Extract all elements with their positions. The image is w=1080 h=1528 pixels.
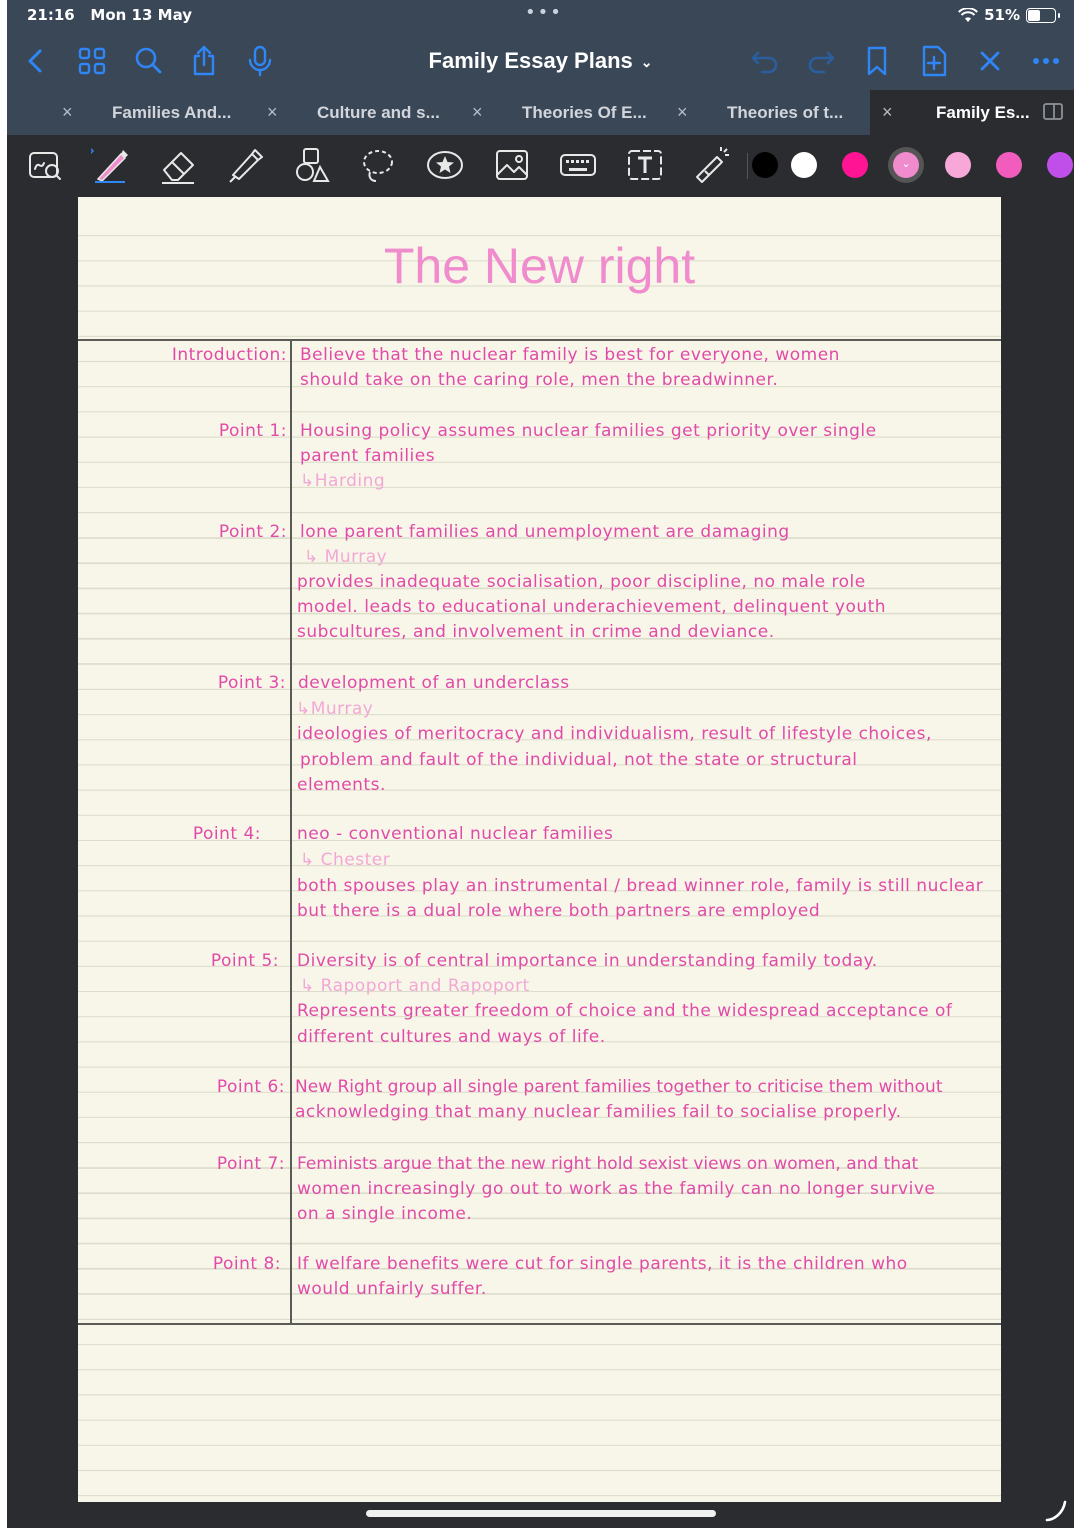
battery-icon <box>1026 8 1056 23</box>
eraser-icon[interactable] <box>158 145 198 185</box>
battery-fill <box>1028 10 1040 21</box>
laser-icon[interactable] <box>691 145 731 185</box>
row-reference: ↳ Chester <box>300 850 391 870</box>
tab-close-icon[interactable]: × <box>882 102 893 122</box>
color-swatch-black[interactable] <box>752 152 778 178</box>
tab-close-icon[interactable]: × <box>472 102 483 122</box>
nav-bar <box>7 32 1074 90</box>
toolbar-divider <box>747 153 748 179</box>
row-text-line: problem and fault of the individual, not the state or structural <box>300 750 858 770</box>
document-title[interactable]: Family Essay Plans ⌄ <box>428 48 653 73</box>
row-label-introduction: Introduction: <box>171 345 287 365</box>
row-label-point-1: Point 1: <box>218 421 287 441</box>
row-label-point-2: Point 2: <box>218 522 287 542</box>
row-reference: ↳Harding <box>300 471 386 491</box>
close-icon[interactable] <box>973 44 1007 78</box>
pencil-gesture-icon[interactable] <box>1043 1498 1069 1524</box>
color-swatch-selected-ring[interactable] <box>888 147 924 183</box>
row-text-line: Believe that the nuclear family is best for everyone, women <box>300 345 840 365</box>
status-bar <box>7 0 1074 32</box>
row-text-line: acknowledging that many nuclear families fail to socialise properly. <box>295 1102 902 1122</box>
tab-close-icon[interactable]: × <box>677 102 688 122</box>
row-label-point-4: Point 4: <box>192 824 261 844</box>
table-column-divider <box>290 339 292 1324</box>
highlighter-icon[interactable] <box>225 145 265 185</box>
tab-family-essay-plans[interactable]: × Family Es... <box>870 90 1074 135</box>
row-text-line: Represents greater freedom of choice and the widespread acceptance of <box>297 1001 953 1021</box>
row-text-line: Feminists argue that the new right hold sexist views on women, and that <box>297 1154 919 1174</box>
split-view-icon[interactable] <box>1042 102 1064 122</box>
tab-families-and[interactable]: × Families And... <box>62 102 232 122</box>
row-text-line: development of an underclass <box>298 673 570 693</box>
row-label-point-3: Point 3: <box>217 673 286 693</box>
tab-bar <box>7 90 1074 135</box>
battery-percent: 51% <box>984 6 1020 24</box>
tab-close-icon[interactable]: × <box>62 102 73 122</box>
row-text-line: Diversity is of central importance in understanding family today. <box>297 951 878 971</box>
row-reference: ↳Murray <box>296 699 374 719</box>
status-date: Mon 13 May <box>90 6 193 24</box>
row-reference: ↳ Murray <box>304 547 388 567</box>
undo-icon[interactable] <box>748 44 782 78</box>
shapes-icon[interactable] <box>292 145 332 185</box>
row-label-point-6: Point 6: <box>216 1077 285 1097</box>
row-text-line: If welfare benefits were cut for single parents, it is the children who <box>297 1254 908 1274</box>
image-icon[interactable] <box>492 145 532 185</box>
tab-theories-of-t[interactable]: × Theories of t... <box>677 102 844 122</box>
row-text-line: elements. <box>297 775 386 795</box>
table-top-border <box>78 339 1001 341</box>
row-text-line: parent families <box>300 446 436 466</box>
sticker-icon[interactable] <box>425 145 465 185</box>
home-indicator[interactable] <box>366 1510 716 1517</box>
wifi-icon <box>958 8 978 23</box>
multitasking-dots[interactable]: ••• <box>525 2 563 23</box>
row-reference: ↳ Rapoport and Rapoport <box>300 976 530 996</box>
row-text-line: women increasingly go out to work as the family can no longer survive <box>297 1179 936 1199</box>
row-text-line: Housing policy assumes nuclear families get priority over single <box>300 421 877 441</box>
note-title: The New right <box>383 238 696 294</box>
color-swatch-medium-pink[interactable] <box>996 152 1022 178</box>
row-label-point-7: Point 7: <box>216 1154 285 1174</box>
color-swatch-purple[interactable] <box>1047 152 1073 178</box>
row-text-line: but there is a dual role where both partners are employed <box>297 901 821 921</box>
note-page[interactable] <box>78 197 1001 1502</box>
keyboard-icon[interactable] <box>558 145 598 185</box>
row-label-point-5: Point 5: <box>210 951 279 971</box>
row-text-line: New Right group all single parent families together to criticise them without <box>295 1077 943 1097</box>
row-text-line: model. leads to educational underachievement, delinquent youth <box>297 597 887 617</box>
row-label-point-8: Point 8: <box>212 1254 281 1274</box>
row-text-line: ideologies of meritocracy and individualism, result of lifestyle choices, <box>297 724 932 744</box>
pen-icon[interactable] <box>91 145 131 185</box>
chevron-down-icon[interactable]: ⌄ <box>640 53 653 70</box>
row-text-line: on a single income. <box>297 1204 473 1224</box>
tab-close-icon[interactable]: × <box>267 102 278 122</box>
color-swatch-hot-pink[interactable] <box>842 152 868 178</box>
bookmark-icon[interactable] <box>860 44 894 78</box>
row-text-line: neo - conventional nuclear families <box>297 824 614 844</box>
status-right <box>958 6 1056 24</box>
lasso-icon[interactable] <box>358 145 398 185</box>
color-swatch-white[interactable] <box>791 152 817 178</box>
row-text-line: would unfairly suffer. <box>297 1279 487 1299</box>
row-text-line: subcultures, and involvement in crime and deviance. <box>297 622 775 642</box>
redo-icon[interactable] <box>804 44 838 78</box>
row-text-line: provides inadequate socialisation, poor discipline, no male role <box>297 572 866 592</box>
row-text-line: lone parent families and unemployment are damaging <box>300 522 790 542</box>
add-page-icon[interactable] <box>917 44 951 78</box>
zoom-icon[interactable] <box>25 145 65 185</box>
color-swatch-light-pink[interactable] <box>945 152 971 178</box>
tab-culture-and[interactable]: × Culture and s... <box>267 102 440 122</box>
app-window <box>7 0 1074 1528</box>
tab-theories-of-e[interactable]: × Theories Of E... <box>472 102 647 122</box>
text-icon[interactable] <box>625 145 665 185</box>
status-time: 21:16 Mon 13 May <box>27 6 193 24</box>
more-icon[interactable] <box>1029 44 1063 78</box>
row-text-line: both spouses play an instrumental / bread winner role, family is still nuclear <box>297 876 984 896</box>
color-swatch-pink[interactable]: ⌄ <box>893 152 919 178</box>
table-bottom-border <box>78 1323 1001 1325</box>
row-text-line: different cultures and ways of life. <box>297 1027 606 1047</box>
row-text-line: should take on the caring role, men the breadwinner. <box>300 370 779 390</box>
